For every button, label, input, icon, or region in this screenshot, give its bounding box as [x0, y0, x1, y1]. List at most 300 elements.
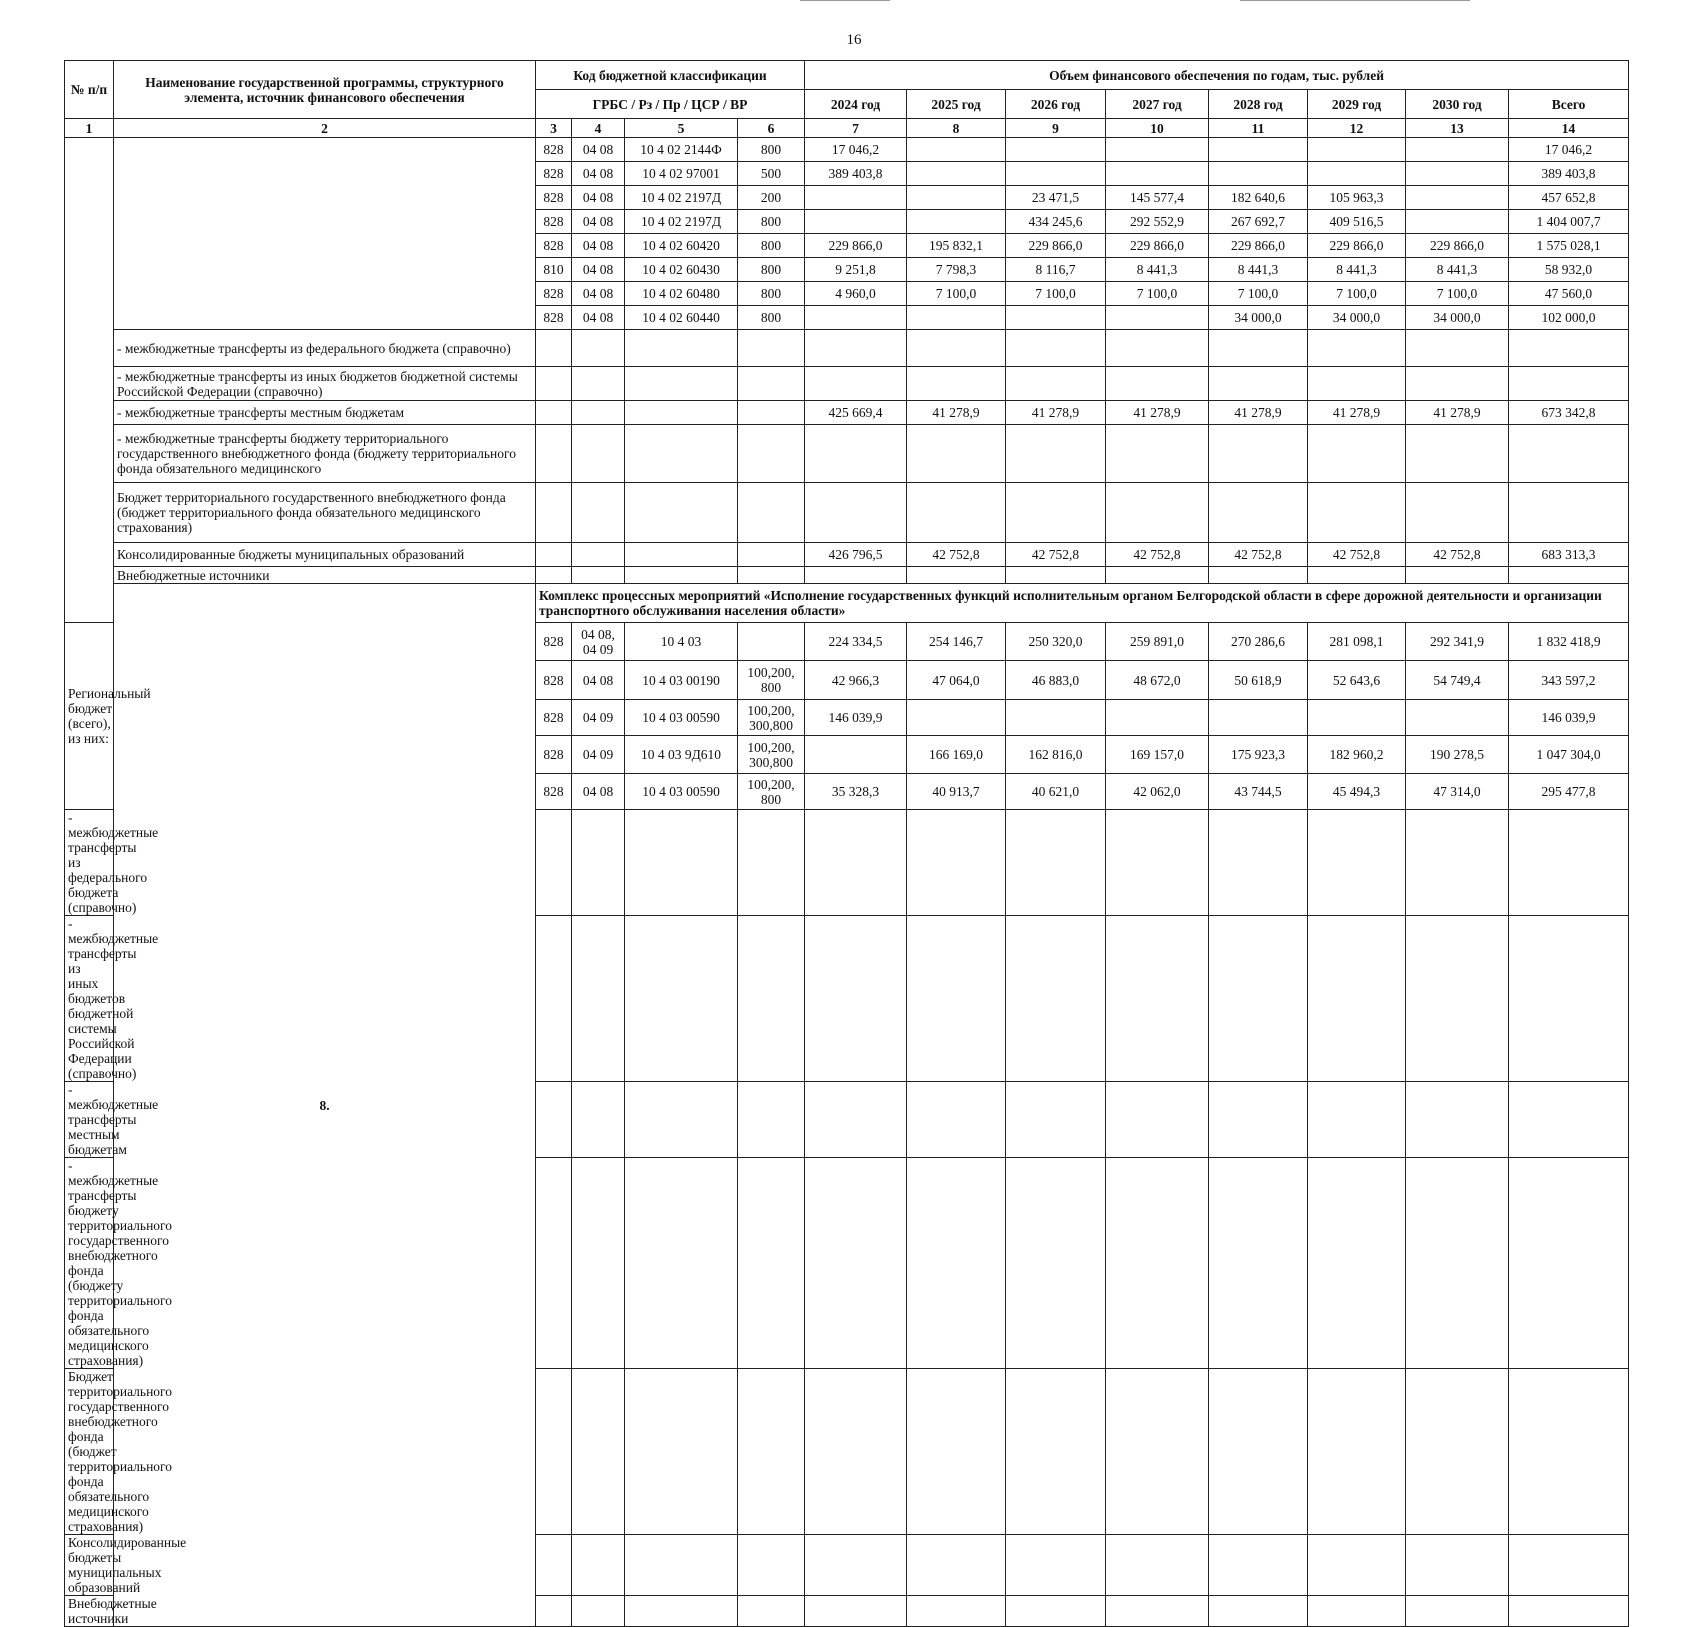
empty-cell: [805, 330, 907, 367]
amount-cell: 23 471,5: [1006, 186, 1106, 210]
row-label: - межбюджетные трансферты местным бюджетам: [114, 401, 536, 425]
amount-cell: 389 403,8: [805, 162, 907, 186]
row-label: - межбюджетные трансферты бюджету территориального государственного внебюджетного фонда (бюджету территориального фонда обязательного медицинского страхования): [65, 1158, 114, 1369]
empty-cell: [907, 425, 1006, 483]
index-cell: 7: [805, 119, 907, 138]
empty-cell: [1406, 810, 1509, 916]
empty-cell: [572, 1596, 625, 1627]
empty-cell: [1308, 330, 1406, 367]
code-cell: 10 4 02 60430: [625, 258, 738, 282]
empty-cell: [907, 367, 1006, 401]
amount-cell: 34 000,0: [1308, 306, 1406, 330]
code-cell: 100,200, 800: [738, 661, 805, 700]
row-label: Бюджет территориального государственного внебюджетного фонда (бюджет территориального фонда обязательного медицинского страхования): [65, 1369, 114, 1535]
row-label: - межбюджетные трансферты из иных бюджетов бюджетной системы Российской Федерации (справочно): [65, 916, 114, 1082]
code-cell: 828: [536, 736, 572, 774]
amount-cell: 17 046,2: [805, 138, 907, 162]
code-cell: 800: [738, 138, 805, 162]
empty-cell: [1209, 483, 1308, 543]
amount-cell: 190 278,5: [1406, 736, 1509, 774]
amount-cell: 7 100,0: [1106, 282, 1209, 306]
code-cell: 800: [738, 234, 805, 258]
row-label: Бюджет территориального государственного внебюджетного фонда (бюджет территориального фонда обязательного медицинского страхования): [114, 483, 536, 543]
amount-cell: 47 064,0: [907, 661, 1006, 700]
amount-cell: [1209, 138, 1308, 162]
total-cell: 17 046,2: [1509, 138, 1629, 162]
empty-cell: [1006, 330, 1106, 367]
empty-cell: [805, 1158, 907, 1369]
code-cell: 828: [536, 661, 572, 700]
amount-cell: 41 278,9: [1209, 401, 1308, 425]
empty-cell: [1209, 1158, 1308, 1369]
amount-cell: 224 334,5: [805, 623, 907, 661]
header-code-group: Код бюджетной классификации: [536, 61, 805, 90]
index-row: [65, 119, 1629, 138]
empty-cell: [805, 483, 907, 543]
index-cell: 11: [1209, 119, 1308, 138]
amount-cell: 45 494,3: [1308, 774, 1406, 810]
code-cell: 04 08, 04 09: [572, 623, 625, 661]
index-cell: 6: [738, 119, 805, 138]
row-label: Региональный бюджет (всего), из них:: [65, 623, 114, 810]
empty-cell: [1406, 330, 1509, 367]
total-cell: 1 047 304,0: [1509, 736, 1629, 774]
amount-cell: [805, 186, 907, 210]
amount-cell: 175 923,3: [1209, 736, 1308, 774]
amount-cell: 292 341,9: [1406, 623, 1509, 661]
amount-cell: 281 098,1: [1308, 623, 1406, 661]
code-cell: 828: [536, 282, 572, 306]
code-cell: 04 09: [572, 736, 625, 774]
amount-cell: [1006, 138, 1106, 162]
empty-cell: [805, 367, 907, 401]
amount-cell: 40 621,0: [1006, 774, 1106, 810]
empty-cell: [1509, 1596, 1629, 1627]
code-cell: 10 4 02 60480: [625, 282, 738, 306]
empty-cell: [572, 367, 625, 401]
code-cell: 100,200, 300,800: [738, 700, 805, 736]
code-cell: 04 08: [572, 162, 625, 186]
empty-cell: [536, 330, 572, 367]
amount-cell: 42 752,8: [1406, 543, 1509, 567]
amount-cell: 229 866,0: [1006, 234, 1106, 258]
empty-cell: [1406, 1158, 1509, 1369]
amount-cell: [907, 186, 1006, 210]
amount-cell: 162 816,0: [1006, 736, 1106, 774]
amount-cell: [1308, 138, 1406, 162]
code-cell: 04 08: [572, 258, 625, 282]
empty-cell: [1406, 1596, 1509, 1627]
empty-cell: [572, 810, 625, 916]
amount-cell: [1406, 210, 1509, 234]
code-cell: 10 4 02 2144Ф: [625, 138, 738, 162]
amount-cell: 41 278,9: [907, 401, 1006, 425]
empty-cell: [1006, 483, 1106, 543]
empty-cell: [1406, 1535, 1509, 1596]
empty-cell: [1308, 916, 1406, 1082]
table-row: [65, 367, 1629, 401]
total-cell: 47 560,0: [1509, 282, 1629, 306]
empty-cell: [907, 916, 1006, 1082]
empty-cell: [572, 1082, 625, 1158]
code-cell: [738, 623, 805, 661]
empty-cell: [738, 810, 805, 916]
empty-cell: [738, 567, 805, 584]
empty-cell: [805, 1596, 907, 1627]
amount-cell: 292 552,9: [1106, 210, 1209, 234]
code-cell: 04 08: [572, 186, 625, 210]
empty-cell: [738, 916, 805, 1082]
empty-cell: [738, 330, 805, 367]
amount-cell: [907, 210, 1006, 234]
amount-cell: 41 278,9: [1406, 401, 1509, 425]
code-cell: 10 4 02 2197Д: [625, 210, 738, 234]
code-cell: 828: [536, 210, 572, 234]
page-number: 16: [846, 32, 862, 48]
empty-cell: [536, 425, 572, 483]
code-cell: 828: [536, 234, 572, 258]
index-cell: 5: [625, 119, 738, 138]
total-cell: 58 932,0: [1509, 258, 1629, 282]
code-cell: 800: [738, 282, 805, 306]
row-label: Консолидированные бюджеты муниципальных образований: [65, 1535, 114, 1596]
empty-cell: [1006, 1596, 1106, 1627]
amount-cell: 48 672,0: [1106, 661, 1209, 700]
row-label: Внебюджетные источники: [114, 567, 536, 584]
row-label: - межбюджетные трансферты из федерального бюджета (справочно): [65, 810, 114, 916]
amount-cell: 7 100,0: [1406, 282, 1509, 306]
empty-cell: [738, 1082, 805, 1158]
empty-cell: [1106, 425, 1209, 483]
empty-cell: [1006, 367, 1106, 401]
header-year: 2024 год: [805, 90, 907, 119]
empty-cell: [536, 367, 572, 401]
empty-cell: [1106, 367, 1209, 401]
empty-cell: [1509, 567, 1629, 584]
amount-cell: 35 328,3: [805, 774, 907, 810]
header-code-sub: ГРБС / Рз / Пр / ЦСР / ВР: [536, 90, 805, 119]
amount-cell: [1006, 306, 1106, 330]
header-year: 2026 год: [1006, 90, 1106, 119]
code-cell: 04 08: [572, 661, 625, 700]
amount-cell: 41 278,9: [1006, 401, 1106, 425]
index-cell: 9: [1006, 119, 1106, 138]
empty-cell: [536, 916, 572, 1082]
num-cell: [65, 138, 114, 623]
empty-cell: [1106, 1596, 1209, 1627]
total-cell: 673 342,8: [1509, 401, 1629, 425]
empty-cell: [1406, 483, 1509, 543]
empty-cell: [1406, 425, 1509, 483]
code-cell: 10 4 02 60440: [625, 306, 738, 330]
amount-cell: 409 516,5: [1308, 210, 1406, 234]
empty-cell: [625, 1369, 738, 1535]
amount-cell: 434 245,6: [1006, 210, 1106, 234]
amount-cell: 42 062,0: [1106, 774, 1209, 810]
amount-cell: 169 157,0: [1106, 736, 1209, 774]
empty-cell: [907, 810, 1006, 916]
empty-cell: [572, 1158, 625, 1369]
section-title: Комплекс процессных мероприятий «Исполнение государственных функций исполнительным органом Белгородской области в сфере дорожной деятельности и организации транспортного обслуживания населения области»: [536, 584, 1629, 623]
code-cell: 828: [536, 306, 572, 330]
scan-edge-line: [800, 0, 890, 1]
amount-cell: [1106, 138, 1209, 162]
amount-cell: 8 441,3: [1106, 258, 1209, 282]
header-year: 2025 год: [907, 90, 1006, 119]
empty-cell: [536, 1158, 572, 1369]
amount-cell: 47 314,0: [1406, 774, 1509, 810]
header-year: 2028 год: [1209, 90, 1308, 119]
empty-cell: [1509, 1369, 1629, 1535]
total-cell: 1 404 007,7: [1509, 210, 1629, 234]
index-cell: 4: [572, 119, 625, 138]
code-cell: 800: [738, 258, 805, 282]
amount-cell: 43 744,5: [1209, 774, 1308, 810]
empty-cell: [1509, 330, 1629, 367]
empty-cell: [1209, 916, 1308, 1082]
index-cell: 8: [907, 119, 1006, 138]
code-cell: 10 4 02 2197Д: [625, 186, 738, 210]
empty-cell: [1509, 425, 1629, 483]
amount-cell: [805, 306, 907, 330]
amount-cell: [907, 162, 1006, 186]
amount-cell: 426 796,5: [805, 543, 907, 567]
empty-cell: [1406, 916, 1509, 1082]
empty-cell: [1106, 810, 1209, 916]
amount-cell: 42 752,8: [1209, 543, 1308, 567]
empty-cell: [1509, 367, 1629, 401]
empty-cell: [625, 1535, 738, 1596]
empty-cell: [1106, 1369, 1209, 1535]
empty-cell: [1006, 1158, 1106, 1369]
empty-cell: [572, 425, 625, 483]
amount-cell: 229 866,0: [1209, 234, 1308, 258]
empty-cell: [536, 1596, 572, 1627]
empty-cell: [625, 330, 738, 367]
code-cell: 828: [536, 186, 572, 210]
empty-cell: [625, 567, 738, 584]
amount-cell: [1106, 306, 1209, 330]
empty-cell: [1406, 1082, 1509, 1158]
table-row: [65, 483, 1629, 543]
empty-cell: [907, 1158, 1006, 1369]
empty-cell: [1006, 916, 1106, 1082]
empty-cell: [1509, 1082, 1629, 1158]
amount-cell: 166 169,0: [907, 736, 1006, 774]
empty-cell: [625, 1082, 738, 1158]
amount-cell: 42 966,3: [805, 661, 907, 700]
empty-cell: [1106, 916, 1209, 1082]
total-cell: 457 652,8: [1509, 186, 1629, 210]
amount-cell: 9 251,8: [805, 258, 907, 282]
code-cell: 10 4 03 00190: [625, 661, 738, 700]
total-cell: 389 403,8: [1509, 162, 1629, 186]
empty-cell: [1006, 810, 1106, 916]
amount-cell: 54 749,4: [1406, 661, 1509, 700]
amount-cell: 8 441,3: [1308, 258, 1406, 282]
amount-cell: 195 832,1: [907, 234, 1006, 258]
empty-cell: [572, 1535, 625, 1596]
code-cell: 828: [536, 700, 572, 736]
empty-cell: [572, 1369, 625, 1535]
empty-cell: [1308, 425, 1406, 483]
table-row: [65, 543, 1629, 567]
row-label: - межбюджетные трансферты бюджету территориального государственного внебюджетного фонда (бюджету территориального фонда обязательного медицинского: [114, 425, 536, 483]
row-label: - межбюджетные трансферты местным бюджетам: [65, 1082, 114, 1158]
amount-cell: 42 752,8: [907, 543, 1006, 567]
empty-cell: [805, 1369, 907, 1535]
empty-cell: [1006, 425, 1106, 483]
amount-cell: 270 286,6: [1209, 623, 1308, 661]
empty-cell: [738, 401, 805, 425]
amount-cell: [1406, 162, 1509, 186]
amount-cell: [1406, 138, 1509, 162]
header-row: [65, 61, 1629, 90]
code-cell: 100,200, 800: [738, 774, 805, 810]
amount-cell: 42 752,8: [1106, 543, 1209, 567]
empty-cell: [536, 1369, 572, 1535]
empty-cell: [1209, 425, 1308, 483]
index-cell: 13: [1406, 119, 1509, 138]
index-cell: 12: [1308, 119, 1406, 138]
empty-cell: [1209, 810, 1308, 916]
empty-cell: [625, 401, 738, 425]
amount-cell: 267 692,7: [1209, 210, 1308, 234]
row-label: - межбюджетные трансферты из федерального бюджета (справочно): [114, 330, 536, 367]
empty-cell: [1106, 1082, 1209, 1158]
code-cell: 04 08: [572, 138, 625, 162]
amount-cell: 42 752,8: [1006, 543, 1106, 567]
header-year: 2029 год: [1308, 90, 1406, 119]
empty-cell: [572, 567, 625, 584]
empty-cell: [1308, 1158, 1406, 1369]
code-cell: 10 4 03 9Д610: [625, 736, 738, 774]
row-label: Внебюджетные источники: [65, 1596, 114, 1627]
amount-cell: 40 913,7: [907, 774, 1006, 810]
financing-table: [64, 60, 1629, 1627]
empty-cell: [572, 330, 625, 367]
section-row: [65, 584, 1629, 623]
header-total: Всего: [1509, 90, 1629, 119]
empty-cell: [1106, 330, 1209, 367]
empty-cell: [1006, 1369, 1106, 1535]
amount-cell: 425 669,4: [805, 401, 907, 425]
empty-cell: [805, 1082, 907, 1158]
amount-cell: 34 000,0: [1406, 306, 1509, 330]
index-cell: 14: [1509, 119, 1629, 138]
amount-cell: 182 640,6: [1209, 186, 1308, 210]
empty-cell: [1308, 1596, 1406, 1627]
empty-cell: [1106, 567, 1209, 584]
header-year: 2027 год: [1106, 90, 1209, 119]
amount-cell: [1106, 700, 1209, 736]
table-body: [65, 61, 1629, 1627]
total-cell: 683 313,3: [1509, 543, 1629, 567]
empty-cell: [536, 401, 572, 425]
amount-cell: [805, 736, 907, 774]
code-cell: 828: [536, 774, 572, 810]
empty-cell: [1308, 567, 1406, 584]
empty-cell: [907, 567, 1006, 584]
empty-cell: [1509, 483, 1629, 543]
amount-cell: 46 883,0: [1006, 661, 1106, 700]
empty-cell: [1106, 483, 1209, 543]
empty-cell: [625, 425, 738, 483]
amount-cell: 34 000,0: [1209, 306, 1308, 330]
amount-cell: [805, 210, 907, 234]
empty-cell: [805, 425, 907, 483]
scan-edge-line: [1240, 0, 1470, 1]
empty-cell: [805, 916, 907, 1082]
amount-cell: 229 866,0: [1308, 234, 1406, 258]
table-row: [65, 567, 1629, 584]
amount-cell: 42 752,8: [1308, 543, 1406, 567]
empty-cell: [536, 1535, 572, 1596]
table-row: [65, 138, 1629, 162]
empty-cell: [1209, 330, 1308, 367]
amount-cell: [1106, 162, 1209, 186]
index-cell: 2: [114, 119, 536, 138]
empty-cell: [738, 425, 805, 483]
amount-cell: 4 960,0: [805, 282, 907, 306]
total-cell: 1 832 418,9: [1509, 623, 1629, 661]
code-cell: 10 4 03 00590: [625, 700, 738, 736]
amount-cell: 50 618,9: [1209, 661, 1308, 700]
amount-cell: 41 278,9: [1308, 401, 1406, 425]
amount-cell: 182 960,2: [1308, 736, 1406, 774]
amount-cell: [1308, 700, 1406, 736]
amount-cell: 105 963,3: [1308, 186, 1406, 210]
code-cell: 100,200, 300,800: [738, 736, 805, 774]
index-cell: 10: [1106, 119, 1209, 138]
empty-cell: [1209, 1535, 1308, 1596]
empty-cell: [1308, 810, 1406, 916]
empty-cell: [1006, 1535, 1106, 1596]
code-cell: 500: [738, 162, 805, 186]
row-label: - межбюджетные трансферты из иных бюджетов бюджетной системы Российской Федерации (справочно): [114, 367, 536, 401]
amount-cell: [1006, 700, 1106, 736]
empty-cell: [1308, 483, 1406, 543]
empty-cell: [1209, 567, 1308, 584]
empty-cell: [1406, 567, 1509, 584]
empty-cell: [572, 916, 625, 1082]
empty-cell: [805, 567, 907, 584]
code-cell: 10 4 03: [625, 623, 738, 661]
amount-cell: 7 798,3: [907, 258, 1006, 282]
empty-cell: [1308, 367, 1406, 401]
amount-cell: 7 100,0: [907, 282, 1006, 306]
amount-cell: [907, 138, 1006, 162]
code-cell: 10 4 02 97001: [625, 162, 738, 186]
empty-cell: [907, 483, 1006, 543]
amount-cell: 8 441,3: [1209, 258, 1308, 282]
empty-cell: [625, 810, 738, 916]
row-label: Консолидированные бюджеты муниципальных образований: [114, 543, 536, 567]
empty-cell: [625, 916, 738, 1082]
empty-cell: [907, 330, 1006, 367]
code-cell: 810: [536, 258, 572, 282]
header-name: Наименование государственной программы, структурного элемента, источник финансового обеспечения: [114, 61, 536, 119]
empty-cell: [1406, 1369, 1509, 1535]
empty-cell: [1406, 367, 1509, 401]
empty-cell: [738, 367, 805, 401]
code-cell: 10 4 02 60420: [625, 234, 738, 258]
empty-cell: [572, 401, 625, 425]
amount-cell: 52 643,6: [1308, 661, 1406, 700]
empty-cell: [1509, 1158, 1629, 1369]
empty-cell: [1209, 1082, 1308, 1158]
amount-cell: 254 146,7: [907, 623, 1006, 661]
